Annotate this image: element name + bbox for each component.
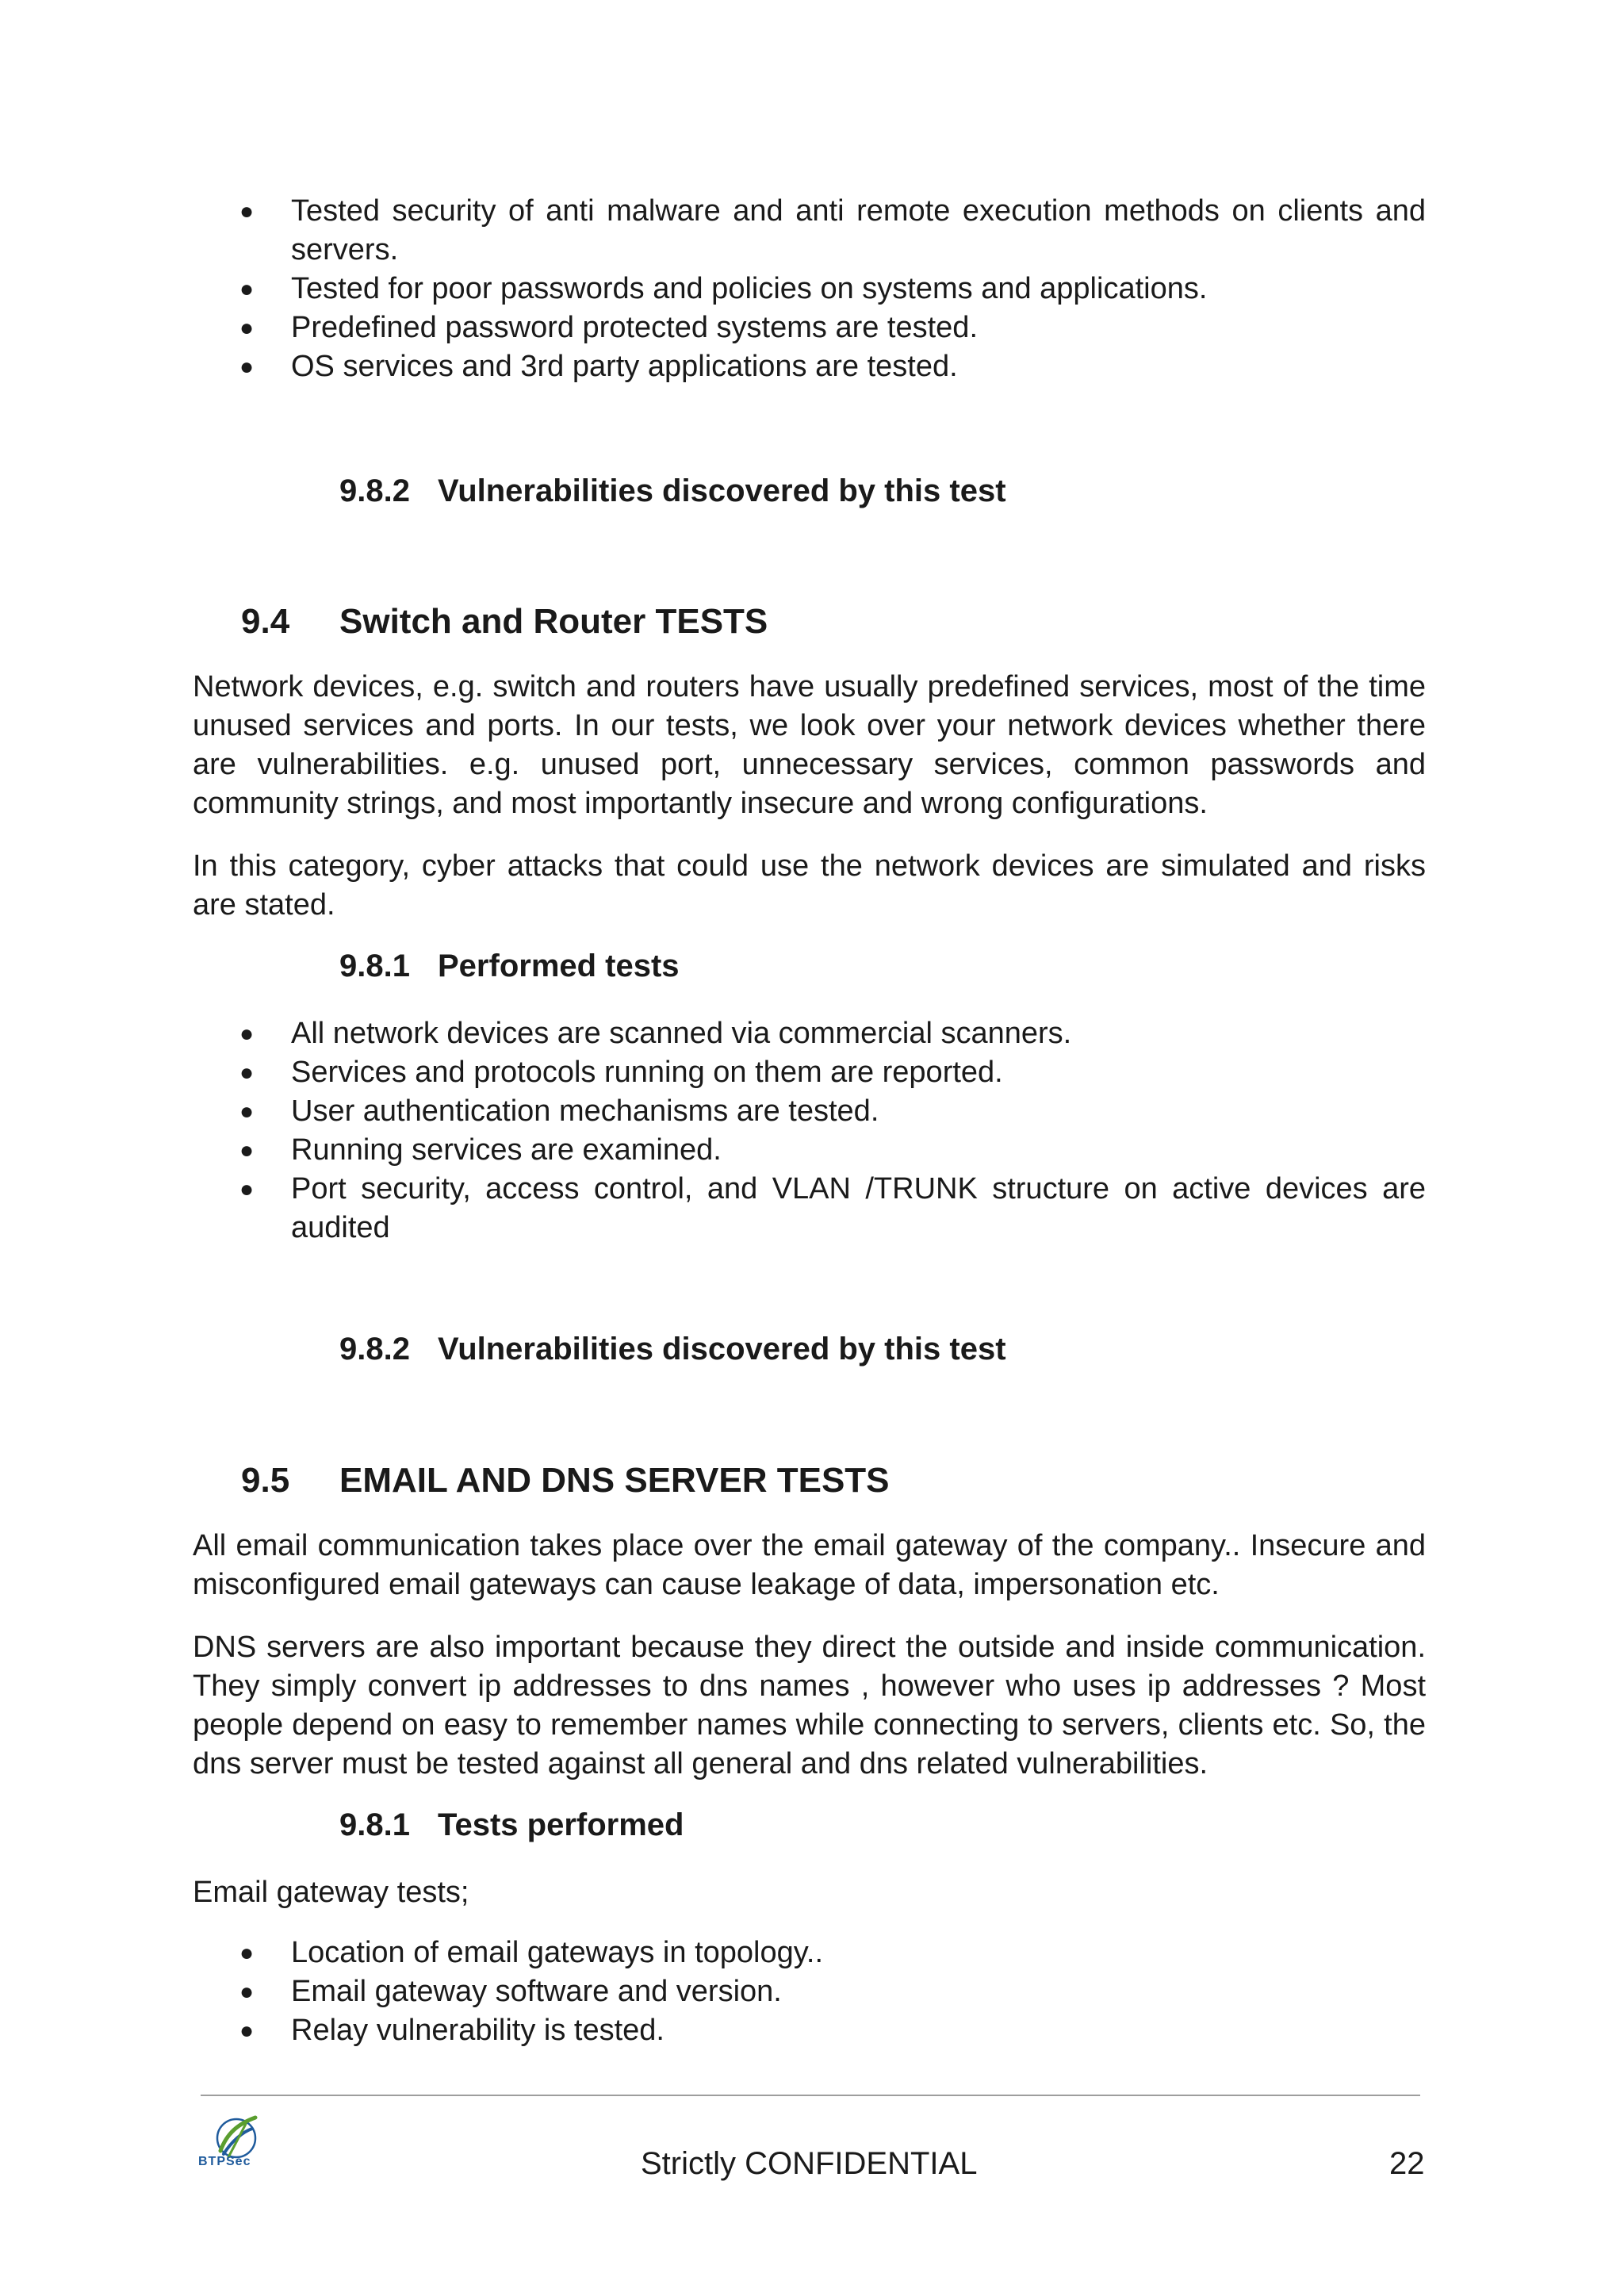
bullet-marker: ● [239,1021,255,1047]
subheading-title: Tests performed [438,1807,684,1842]
list-item: Tested for poor passwords and policies on systems and applications. [291,272,1208,305]
section-9-4-paragraph-1: Network devices, e.g. switch and routers have usually predefined services, most of the time unused services and ports. In our tests, we look over your network devices whether there are vulnerabilities. e.g. unused port, unnecessary services, common passwords and community strings, and most importantly insecure and wrong configurations. [193,670,1426,820]
bullet-marker: ● [239,1060,255,1086]
list-item: Services and protocols running on them are reported. [291,1056,1003,1089]
list-item: Predefined password protected systems are tested. [291,311,979,344]
section-title: EMAIL AND DNS SERVER TESTS [339,1461,890,1500]
subheading-title: Vulnerabilities discovered by this test [438,1332,1006,1366]
bullet-marker: ● [239,2018,255,2044]
page-number: 22 [1389,2146,1425,2181]
section-9-5-paragraph-2: DNS servers are also important because they direct the outside and inside communication. They simply convert ip addresses to dns names , however who uses ip addresses ? Most people depend on easy to remember names while connecting to servers, clients etc. So, the dns server must be tested against all general and dns related vulnerabilities. [193,1631,1426,1780]
list-item: Email gateway software and version. [291,1975,782,2008]
bullet-marker: ● [239,315,255,341]
footer-confidential: Strictly CONFIDENTIAL [641,2146,978,2181]
bullet-marker: ● [239,276,255,302]
bullet-marker: ● [239,1098,255,1125]
bullet-marker: ● [239,198,255,224]
subheading-number: 9.8.1 [339,1807,410,1842]
subheading-vulnerabilities-1 [339,472,1006,511]
subheading-number: 9.8.2 [339,473,410,508]
list-item: Running services are examined. [291,1133,722,1167]
subheading-tests-performed [339,1806,684,1845]
section-heading-9-4 [241,600,768,644]
subheading-title: Vulnerabilities discovered by this test [438,473,1006,508]
btpsec-logo-icon [197,2110,276,2183]
subheading-number: 9.8.2 [339,1332,410,1366]
bullet-marker: ● [239,354,255,380]
subheading-number: 9.8.1 [339,949,410,983]
logo-wordmark: BTPSec [198,2155,251,2168]
list-item: User authentication mechanisms are tested. [291,1094,879,1128]
list-item: Location of email gateways in topology.. [291,1936,824,1969]
section-number: 9.5 [241,1461,290,1500]
section-number: 9.4 [241,602,290,641]
bullet-marker: ● [239,1940,255,1966]
list-item: Relay vulnerability is tested. [291,2014,665,2047]
list-item: Tested security of anti malware and anti remote execution methods on clients and servers. [291,194,1426,266]
bullet-marker: ● [239,1979,255,2005]
email-gateway-intro: Email gateway tests; [193,1876,469,1909]
list-item: OS services and 3rd party applications are tested. [291,350,958,383]
section-9-5-paragraph-1: All email communication takes place over the email gateway of the company.. Insecure and misconfigured email gateways can cause leakage of data, impersonation etc. [193,1529,1426,1601]
subheading-vulnerabilities-2 [339,1330,1006,1369]
section-title: Switch and Router TESTS [339,602,768,641]
footer-divider [201,2095,1420,2096]
subheading-performed-tests [339,947,680,986]
list-item: Port security, access control, and VLAN /TRUNK structure on active devices are audited [291,1172,1426,1244]
section-heading-9-5 [241,1458,890,1503]
subheading-title: Performed tests [438,949,680,983]
bullet-marker: ● [239,1137,255,1163]
section-9-4-paragraph-2: In this category, cyber attacks that could use the network devices are simulated and risks are stated. [193,849,1426,922]
list-item: All network devices are scanned via commercial scanners. [291,1017,1072,1050]
bullet-marker: ● [239,1176,255,1202]
